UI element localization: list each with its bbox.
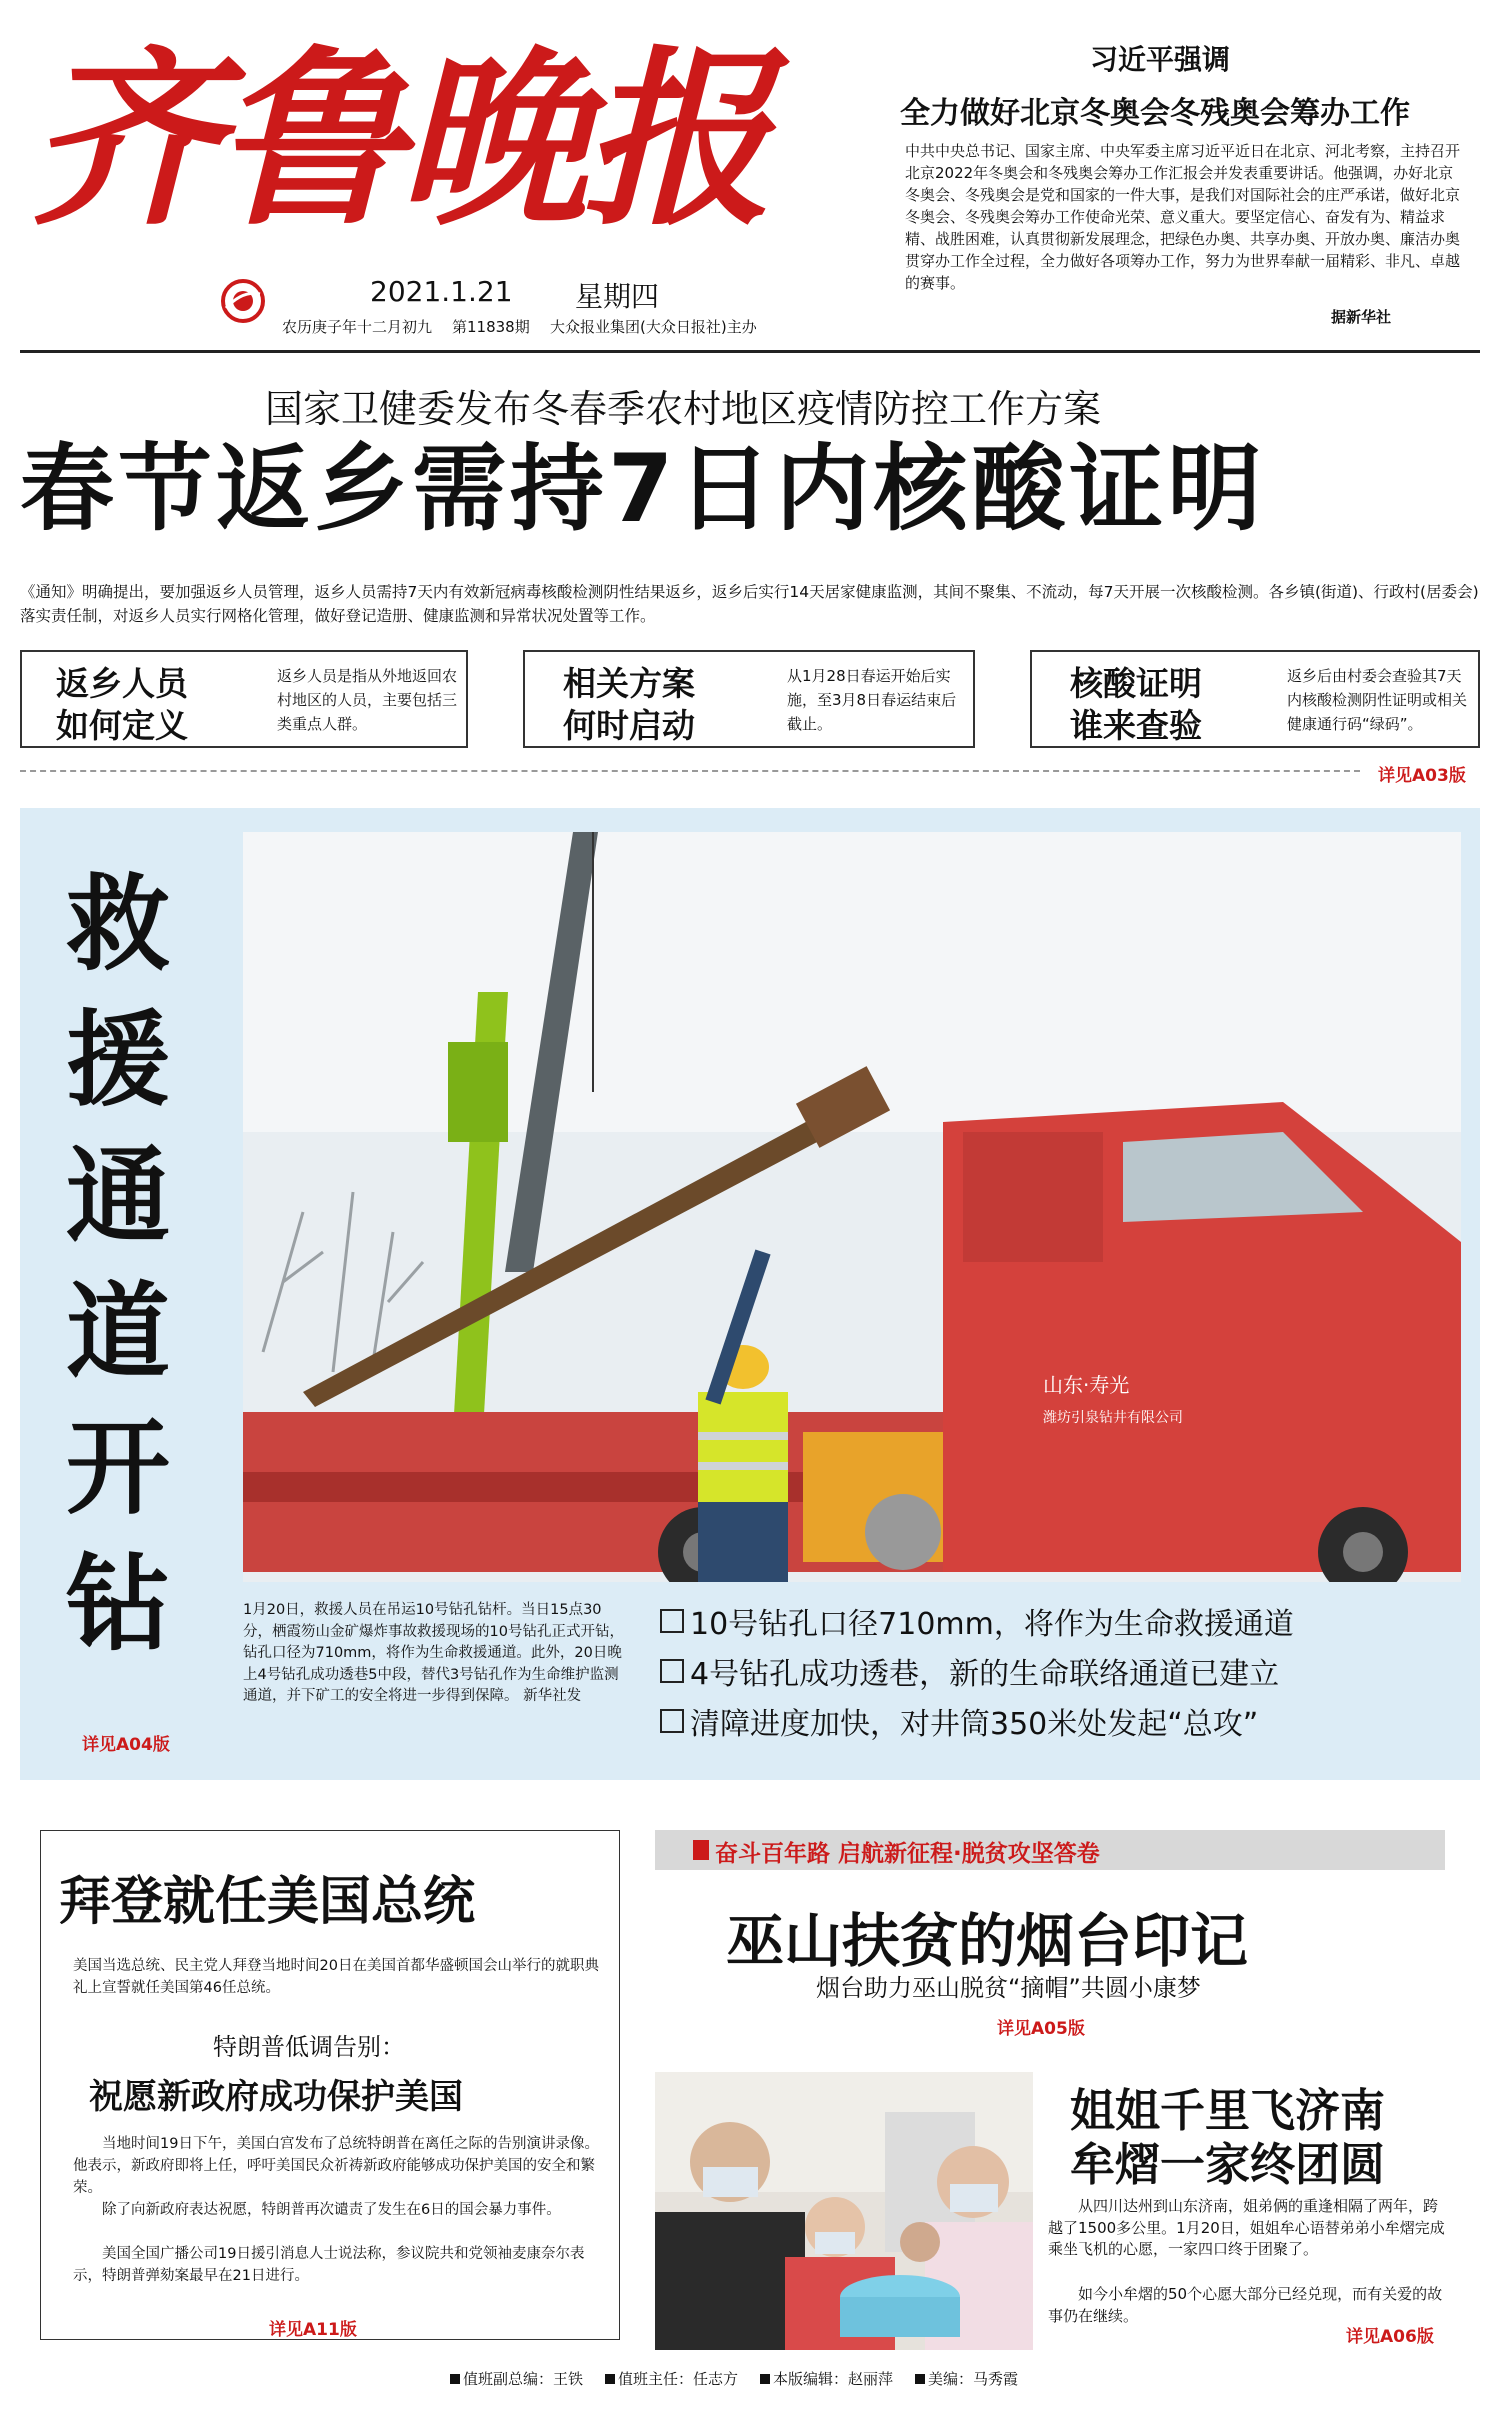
rescue-point-text: 4号钻孔成功透巷，新的生命联络通道已建立 <box>690 1657 1280 1692</box>
footer-item-text: 值班副总编：王铁 <box>463 2370 584 2388</box>
info-box-title: 相关方案 <box>563 664 695 703</box>
info-box-1 <box>20 650 468 748</box>
publisher: 大众报业集团(大众日报社)主办 <box>550 318 757 336</box>
see-page-a06[interactable]: 详见A06版 <box>1342 2322 1434 2347</box>
masthead-title: 齐鲁晚报 <box>30 28 767 251</box>
footer-item-text: 本版编辑：赵丽萍 <box>773 2370 894 2388</box>
rescue-point-text: 10号钻孔口径710mm，将作为生命救援通道 <box>690 1607 1294 1642</box>
family-headline: 牟熠一家终团圆 <box>1070 2138 1386 2191</box>
info-box-text: 返乡后由村委会查验其7天内核酸检测阴性证明或相关健康通行码“绿码”。 <box>1287 667 1468 733</box>
section-bar <box>655 1830 1445 1870</box>
biden-body: 除了向新政府表达祝愿，特朗普再次谴责了发生在6日的国会暴力事件。 <box>102 2202 561 2218</box>
rescue-headline-char: 钻 <box>65 1543 170 1665</box>
rescue-headline <box>58 856 178 1672</box>
top-news <box>880 30 1480 330</box>
issue-weekday: 星期四 <box>575 280 660 313</box>
biden-subhead: 祝愿新政府成功保护美国 <box>89 2077 463 2117</box>
square-bullet-icon <box>450 2374 460 2384</box>
lead-headline: 春节返乡需持7日内核酸证明 <box>20 435 1266 544</box>
info-box-2 <box>523 650 975 748</box>
info-box-text: 从1月28日春运开始后实施，至3月8日春运结束后截止。 <box>787 667 957 733</box>
issue-date: 2021.1.21 <box>370 275 513 308</box>
footer-item <box>760 2368 893 2394</box>
info-box-text: 返乡人员是指从外地返回农村地区的人员，主要包括三类重点人群。 <box>277 667 458 733</box>
section-bar-text: 奋斗百年路 启航新征程·脱贫攻坚答卷 <box>715 1841 1100 1867</box>
square-bullet-icon <box>760 2374 770 2384</box>
footer-item <box>450 2368 583 2394</box>
rescue-point <box>660 1646 1460 1696</box>
lead-body: 《通知》明确提出，要加强返乡人员管理，返乡人员需持7天内有效新冠病毒核酸检测阴性结果返乡，返乡后实行14天居家健康监测，其间不聚集、不流动，每7天开展一次核酸检测。各乡镇(街道)、行政村(居委会)落实责任制，对返乡人员实行网格化管理，做好登记造册、健康监测和异常状况处置等工作。 <box>20 583 1479 625</box>
newspaper-logo-icon <box>220 278 266 324</box>
rescue-panel <box>20 808 1480 1780</box>
info-box-3 <box>1030 650 1480 748</box>
biden-body: 美国全国广播公司19日援引消息人士说法称，参议院共和党领袖麦康奈尔表示，特朗普弹劾案最早在21日进行。 <box>73 2246 585 2284</box>
see-page-a11[interactable]: 详见A11版 <box>269 2320 357 2340</box>
family-body: 如今小牟熠的50个心愿大部分已经兑现，而有关爱的故事仍在继续。 <box>1048 2285 1443 2325</box>
poverty-headline: 巫山扶贫的烟台印记 <box>726 1907 1249 1975</box>
rescue-headline-char: 救 <box>65 863 170 985</box>
masthead <box>20 20 900 350</box>
rescue-point-text: 清障进度加快，对井筒350米处发起“总攻” <box>690 1707 1259 1742</box>
top-news-source: 据新华社 <box>1325 306 1391 327</box>
biden-story <box>40 1830 620 2340</box>
divider <box>20 350 1480 353</box>
rescue-headline-char: 开 <box>65 1407 170 1529</box>
issue-number: 第11838期 <box>452 318 530 336</box>
truck-label: 潍坊引泉钻井有限公司 <box>1043 1410 1183 1426</box>
info-box-title: 谁来查验 <box>1070 706 1202 745</box>
square-bullet-icon <box>915 2374 925 2384</box>
truck-label: 山东·寿光 <box>1043 1373 1130 1397</box>
lead-subhead: 国家卫健委发布冬春季农村地区疫情防控工作方案 <box>265 387 1102 431</box>
top-news-headline: 全力做好北京冬奥会冬残奥会筹办工作 <box>900 96 1410 131</box>
rescue-point <box>660 1696 1460 1746</box>
section-bar-marker <box>693 1840 709 1860</box>
biden-body: 当地时间19日下午，美国白宫发布了总统特朗普在离任之际的告别演讲录像。他表示，新政府即将上任，呼吁美国民众祈祷新政府能够成功保护美国的安全和繁荣。 <box>73 2136 599 2196</box>
biden-headline: 拜登就任美国总统 <box>59 1872 476 1932</box>
checkbox-icon <box>660 1609 684 1633</box>
biden-kicker: 特朗普低调告别： <box>213 2033 405 2061</box>
family-photo <box>655 2072 1033 2350</box>
square-bullet-icon <box>605 2374 615 2384</box>
lunar-date: 农历庚子年十二月初九 <box>282 318 433 336</box>
rescue-headline-char: 援 <box>65 999 170 1121</box>
info-box-title: 核酸证明 <box>1070 664 1202 703</box>
family-body: 从四川达州到山东济南，姐弟俩的重逢相隔了两年，跨越了1500多公里。1月20日，姐姐牟心语替弟弟小牟熠完成乘坐飞机的心愿，一家四口终于团聚了。 <box>1048 2197 1445 2258</box>
rescue-points <box>660 1596 1460 1746</box>
footer-item-text: 值班主任：任志方 <box>618 2370 739 2388</box>
see-page-a05[interactable]: 详见A05版 <box>997 2019 1085 2039</box>
rescue-point <box>660 1596 1460 1646</box>
footer-item-text: 美编：马秀霞 <box>928 2370 1019 2388</box>
see-page-a04[interactable]: 详见A04版 <box>82 1735 170 1755</box>
biden-body: 美国当选总统、民主党人拜登当地时间20日在美国首都华盛顿国会山举行的就职典礼上宣誓就任美国第46任总统。 <box>73 1958 599 1996</box>
divider <box>20 770 1360 772</box>
rescue-photo <box>243 832 1461 1582</box>
poverty-subhead: 烟台助力巫山脱贫“摘帽”共圆小康梦 <box>816 1974 1201 2002</box>
rescue-headline-char: 通 <box>65 1135 170 1257</box>
info-box-title: 如何定义 <box>56 706 188 745</box>
footer <box>450 2368 1150 2394</box>
see-page-a03[interactable]: 详见A03版 <box>1378 766 1466 786</box>
checkbox-icon <box>660 1709 684 1733</box>
family-headline: 姐姐千里飞济南 <box>1070 2084 1386 2137</box>
info-box-title: 何时启动 <box>563 706 695 745</box>
checkbox-icon <box>660 1659 684 1683</box>
footer-item <box>915 2368 1018 2394</box>
footer-item <box>605 2368 738 2394</box>
info-box-title: 返乡人员 <box>56 664 188 703</box>
rescue-caption: 1月20日，救援人员在吊运10号钻孔钻杆。当日15点30分，栖霞笏山金矿爆炸事故救援现场的10号钻孔正式开钻，钻孔口径为710mm，将作为生命救援通道。此外，20日晚上4号钻孔成功透巷5中段，替代3号钻孔作为生命维护监测通道，并下矿工的安全将进一步得到保障。 新华社发 <box>243 1602 624 1704</box>
top-news-body: 中共中央总书记、国家主席、中央军委主席习近平近日在北京、河北考察，主持召开北京2022年冬奥会和冬残奥会筹办工作汇报会并发表重要讲话。他强调，办好北京冬奥会、冬残奥会是党和国家的一件大事，是我们对国际社会的庄严承诺，做好北京冬奥会、冬残奥会筹办工作使命光荣、意义重大。要坚定信心、奋发有为、精益求精、战胜困难，认真贯彻新发展理念，把绿色办奥、共享办奥、开放办奥、廉洁办奥贯穿办工作全过程，全力做好各项筹办工作，努力为世界奉献一届精彩、非凡、卓越的赛事。 <box>905 142 1461 292</box>
rescue-headline-char: 道 <box>65 1271 170 1393</box>
top-news-kicker: 习近平强调 <box>1090 43 1231 76</box>
